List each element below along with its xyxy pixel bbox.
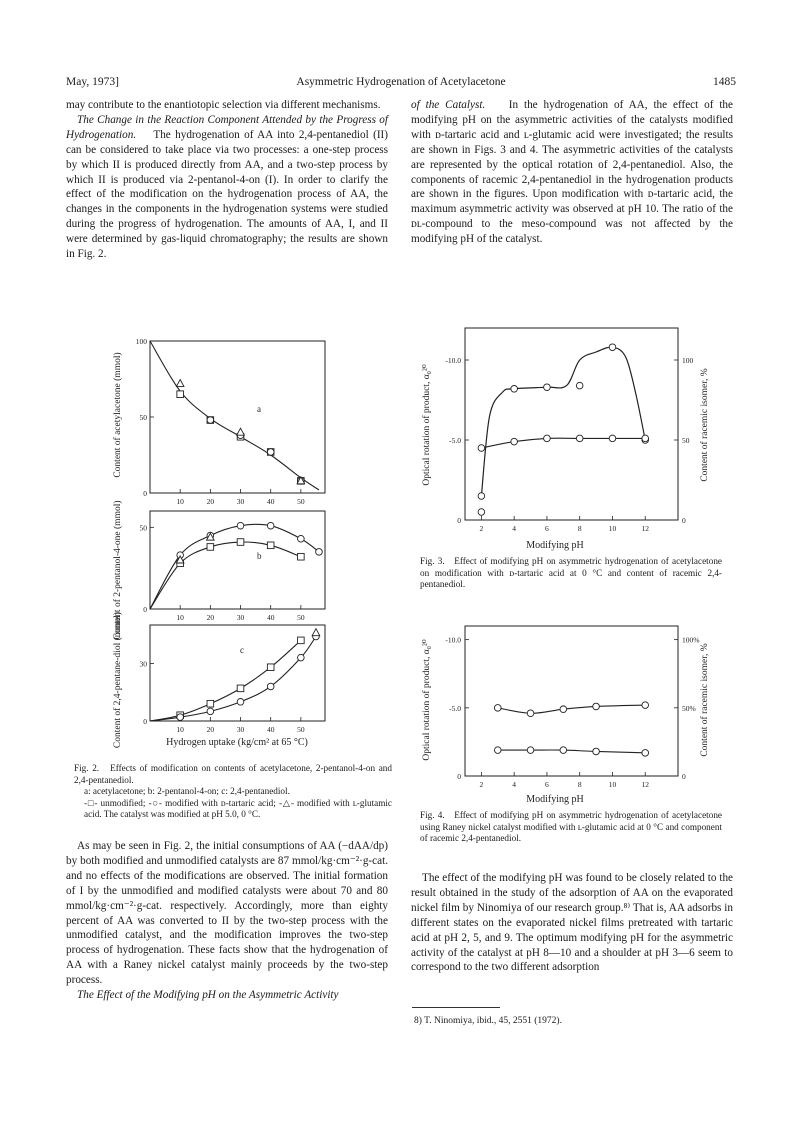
figure-2c-x-tick-label: 30 xyxy=(236,725,245,734)
caption-text: Effect of modifying pH on asymmetric hydrogenation of acetylacetone using Raney nickel catalyst modified with ʟ-glutamic acid at 0 °C and component of racemic 2,4-pentanediol. xyxy=(420,810,722,844)
paragraph-modifying-ph xyxy=(411,98,733,247)
figure-2a-panel xyxy=(136,337,325,506)
figure-4-racemic-line xyxy=(498,750,645,753)
figure-2b-y-tick-label: 50 xyxy=(139,523,147,533)
figure-3-racemic-point xyxy=(609,435,616,442)
figure-4-racemic-point xyxy=(642,750,649,757)
curve-label-b: b xyxy=(257,551,262,561)
figure-2b-x-tick-label: 10 xyxy=(176,613,184,622)
figure-3-x-tick-label: 6 xyxy=(545,524,549,533)
figure-2b-series-line xyxy=(150,542,301,609)
figure-2a-x-tick-label: 10 xyxy=(176,497,184,506)
figure-2c-x-tick-label: 10 xyxy=(176,725,184,734)
caption-legend-1: a: acetylacetone; b: 2-pentanol-4-on; c: 2,4-pentanediol. xyxy=(84,786,290,797)
figure-2a-frame xyxy=(150,341,325,493)
figure-3-y-tick-label-left: 0 xyxy=(457,516,461,525)
figure-2b-y-tick-label: 0 xyxy=(143,605,147,614)
figure-3-ylabel-right: Content of racemic isomer, % xyxy=(700,368,710,482)
figure-3-rotation-point xyxy=(576,382,583,389)
paragraph-body: In the hydrogenation of AA, the effect of the modifying pH on the asymmetric activities of the catalysts modified with ᴅ-tartaric acid and ʟ-glutamic acid were investigated; the results are shown in Figs. 3 and 4. The asymmetric activities of the catalysts are represented by the optical rotation of 2,4-pentanediol. Also, the components of racemic 2,4-pentanediol in the hydrogenation products are shown in the figures. Upon modification with ᴅ-tartaric acid, the maximum asymmetric activity was observed at pH 10. The ratio of the ᴅʟ-compound to the meso-compound was not affected by the modifying pH of the catalyst. xyxy=(411,99,733,246)
figure-3-rotation-point xyxy=(511,386,518,393)
paragraph-body: The hydrogenation of AA into 2,4-pentanediol (II) can be considered to take place via two processes: a one-step process by which II is produced directly from AA, and a two-step process by which II is produced via 2-pentanol-4-on (I). In order to clarify the effect of the modification on the hydrogenation process of AA, the changes in the components in the hydrogenation systems were studied during the progress of hydrogenation. The amounts of AA, I, and II were determined by gas-liquid chromatography; the results are shown in Fig. 2. xyxy=(66,128,388,261)
figure-2b-x-tick-label: 20 xyxy=(206,613,215,622)
figure-2a-x-tick-label: 50 xyxy=(297,497,305,506)
footnote-rule xyxy=(412,1007,500,1008)
figure-2a-point-circle xyxy=(267,449,274,456)
figure-2c-point-square xyxy=(237,685,244,692)
figure-3-panel xyxy=(445,328,693,533)
header-date: May, 1973] xyxy=(66,76,119,88)
section-heading-reaction-component: The Change in the Reaction Component Attended by the Progress of Hydrogenation. xyxy=(66,113,388,141)
figure-3-y-tick-label-right: 0 xyxy=(682,516,686,525)
figure-4-ylabel-right: Content of racemic isomer, % xyxy=(700,643,710,757)
figure-4-rotation-point xyxy=(593,703,600,710)
figure-2c-point-circle xyxy=(267,683,274,690)
figure-3-rotation-point xyxy=(544,384,551,391)
caption-label: Fig. 4. xyxy=(420,810,445,820)
figure-2b-x-tick-label: 40 xyxy=(266,613,275,622)
page-number: 1485 xyxy=(713,76,736,88)
figure-2c-point-circle xyxy=(237,699,244,706)
figure-4-x-tick-label: 2 xyxy=(479,780,484,789)
figure-2a-point-square xyxy=(177,391,184,398)
figure-2a-y-tick-label: 50 xyxy=(139,413,147,422)
figure-3-x-tick-label: 8 xyxy=(577,524,582,533)
figure-2a-point-circle xyxy=(207,417,214,424)
figure-3-y-tick-label-right: 50 xyxy=(682,436,690,445)
figure-4-rotation-point xyxy=(527,710,534,717)
figure-4-ylabel-left: Optical rotation of product, α₀²⁰ xyxy=(422,639,432,761)
figure-2 xyxy=(90,335,330,760)
figure-4-y-tick-label-left: -10.0 xyxy=(445,635,461,645)
figure-4-racemic-point xyxy=(560,747,567,754)
figure-2b-point-circle xyxy=(298,535,305,542)
figure-3-frame xyxy=(465,328,678,520)
figure-4-racemic-point xyxy=(494,747,501,754)
right-column-bottom xyxy=(411,871,733,975)
figure-3-rotation-line xyxy=(481,347,645,496)
caption-text: Effect of modifying pH on asymmetric hydrogenation of acetylacetone on modification with ᴅ-tartaric acid at 0 °C and content of racemic 2,4-pentanediol. xyxy=(420,556,722,590)
figure-3-racemic-point xyxy=(511,438,518,445)
figure-2-caption xyxy=(74,763,392,821)
figure-2a-y-tick-label: 0 xyxy=(143,489,147,498)
figure-3-y-tick-label-left: -5.0 xyxy=(449,436,461,445)
figure-2c-panel xyxy=(140,625,326,734)
figure-4-rotation-point xyxy=(560,706,567,713)
figure-2b-series-line xyxy=(150,524,319,609)
footnote: 8) T. Ninomiya, ibid., 45, 2551 (1972). xyxy=(414,1016,562,1026)
figure-3 xyxy=(410,320,730,552)
running-header xyxy=(66,76,736,92)
figure-2c-y-tick-label: 0 xyxy=(143,717,147,726)
figure-4-y-tick-label-left: 0 xyxy=(457,772,461,781)
figure-4-xlabel: Modifying pH xyxy=(526,794,584,805)
figure-3-racemic-point xyxy=(478,445,485,452)
figure-4-x-tick-label: 4 xyxy=(512,780,517,789)
caption-label: Fig. 3. xyxy=(420,556,445,566)
figure-4-panel xyxy=(445,626,699,789)
figure-4-x-tick-label: 10 xyxy=(608,780,617,789)
figure-2b-point-square xyxy=(237,539,244,546)
figure-3-rotation-point xyxy=(478,509,485,516)
figure-2a-point-triangle xyxy=(237,428,245,435)
figure-2c-point-triangle xyxy=(312,629,320,636)
caption-label: Fig. 2. xyxy=(74,763,100,773)
paragraph-reaction-component xyxy=(66,113,388,262)
figure-3-x-tick-label: 12 xyxy=(641,524,649,533)
caption-legend-2: -□- unmodified; -○- modified with ᴅ-tartaric acid; -△- modified with ʟ-glutamic acid. The catalyst was modified at pH 5.0, 0 °C. xyxy=(84,797,392,820)
figure-2a-point-triangle xyxy=(176,380,184,387)
figure-2c-point-square xyxy=(298,637,305,644)
figure-4-rotation-line xyxy=(498,705,645,713)
figure-3-racemic-point xyxy=(544,435,551,442)
paragraph-adsorption: The effect of the modifying pH was found to be closely related to the result obtained in the study of the adsorption of AA on the evaporated nickel film by Ninomiya of our research group.⁸⁾ That is, AA adsorbs in different states on the evaporated nickel films pretreated with tartaric acid at pH 2, 5, and 9. The optimum modifying pH for the asymmetric activity of the catalyst at pH 8—10 and a shoulder at pH 3—6 seem to correspond to the two different adsorption xyxy=(411,872,733,974)
figure-2c-point-circle xyxy=(207,708,214,715)
figure-3-x-tick-label: 2 xyxy=(479,524,484,533)
figure-2b-point-square xyxy=(207,544,214,551)
left-column-top xyxy=(66,98,388,262)
figure-3-racemic-point xyxy=(576,435,583,442)
figure-4-y-tick-label-right: 0 xyxy=(682,772,686,781)
curve-label-a: a xyxy=(257,404,261,414)
left-column-bottom xyxy=(66,839,388,1003)
figure-2c-point-square xyxy=(207,700,214,707)
figure-2b-point-square xyxy=(267,542,274,549)
figure-3-rotation-point xyxy=(609,344,616,351)
paragraph-continuation: may contribute to the enantiotopic selection via different mechanisms. xyxy=(66,99,381,111)
figure-2c-x-tick-label: 20 xyxy=(206,725,215,734)
figure-3-rotation-point xyxy=(478,493,485,500)
figure-4-rotation-point xyxy=(642,702,649,709)
figure-3-y-tick-label-right: 100 xyxy=(682,356,694,365)
caption-text: Effects of modification on contents of acetylacetone, 2-pentanol-4-on and 2,4-pentanediol. xyxy=(74,763,392,785)
figure-3-ylabel-left: Optical rotation of product, α₀²⁰ xyxy=(422,364,432,486)
figure-2a-x-tick-label: 40 xyxy=(266,497,275,506)
figure-4-x-tick-label: 12 xyxy=(641,780,649,789)
figure-3-y-tick-label-left: -10.0 xyxy=(445,356,461,365)
figure-3-x-tick-label: 10 xyxy=(608,524,617,533)
figure-2a-x-tick-label: 20 xyxy=(206,497,215,506)
figure-2b-point-circle xyxy=(267,522,274,529)
figure-2a-y-tick-label: 100 xyxy=(135,337,147,346)
curve-label-c: c xyxy=(240,645,244,655)
figure-3-x-tick-label: 4 xyxy=(512,524,517,533)
figure-2a-fit-curve xyxy=(150,341,319,490)
figure-4-racemic-point xyxy=(527,747,534,754)
figure-3-caption xyxy=(420,556,722,591)
figure-2c-x-tick-label: 50 xyxy=(297,725,305,734)
figure-4 xyxy=(410,618,730,808)
figure-4-racemic-point xyxy=(593,748,600,755)
figure-3-xlabel: Modifying pH xyxy=(526,540,584,551)
figure-4-rotation-point xyxy=(494,705,501,712)
figure-4-caption xyxy=(420,810,722,845)
figure-2c-point-circle xyxy=(298,654,305,661)
figure-2b-x-tick-label: 30 xyxy=(236,613,245,622)
figure-2c-ylabel: Content of 2,4-pentane-diol (mmol) xyxy=(113,611,123,749)
figure-2c-y-tick-label: 30 xyxy=(139,659,147,669)
section-heading-continued: of the Catalyst. xyxy=(411,99,486,111)
figure-4-x-tick-label: 6 xyxy=(545,780,549,789)
figure-2b-ylabel: Content of 2-pentanol-4-one (mmol) xyxy=(113,500,123,640)
figure-4-y-tick-label-left: -5.0 xyxy=(449,703,461,713)
section-heading-modifying-ph: The Effect of the Modifying pH on the Asymmetric Activity xyxy=(77,989,339,1002)
figure-4-y-tick-label-right: 50% xyxy=(682,703,696,713)
figure-2a-ylabel: Content of acetylacetone (mmol) xyxy=(113,352,123,478)
figure-2c-point-circle xyxy=(177,714,184,721)
figure-4-y-tick-label-right: 100% xyxy=(682,635,700,645)
figure-2b-point-square xyxy=(298,553,305,560)
figure-3-racemic-point xyxy=(642,435,649,442)
right-column-top xyxy=(411,98,733,247)
figure-4-x-tick-label: 8 xyxy=(577,780,582,789)
header-title: Asymmetric Hydrogenation of Acetylacetone xyxy=(296,76,506,88)
figure-3-racemic-line xyxy=(481,438,645,448)
figure-2-xlabel: Hydrogen uptake (kg/cm² at 65 °C) xyxy=(166,737,308,748)
figure-2b-point-circle xyxy=(237,522,244,529)
figure-2b-point-circle xyxy=(316,549,323,556)
figure-2b-panel xyxy=(140,511,326,622)
figure-2c-x-tick-label: 40 xyxy=(266,725,275,734)
figure-2b-x-tick-label: 50 xyxy=(297,613,305,622)
paragraph-fig2-discussion: As may be seen in Fig. 2, the initial consumptions of AA (−dAA/dp) by both modified and unmodified catalysts are 87 mmol/kg·cm⁻²·g-cat. and no effects of the modifications are observed. The initial formation of I by the unmodified and modified catalysts were about 70 and 80 mmol/kg·cm⁻²·g-cat. respectively. Accordingly, more than eighty percent of AA was converted to II by the two-step process with the unmodified catalyst, and the modification improves the two-step process of hydrogenation. These facts show that the hydrogenation of AA with a Raney nickel catalyst mainly proceeds by the two-step process. xyxy=(66,840,388,987)
figure-2a-x-tick-label: 30 xyxy=(236,497,245,506)
figure-2c-point-square xyxy=(267,664,274,671)
